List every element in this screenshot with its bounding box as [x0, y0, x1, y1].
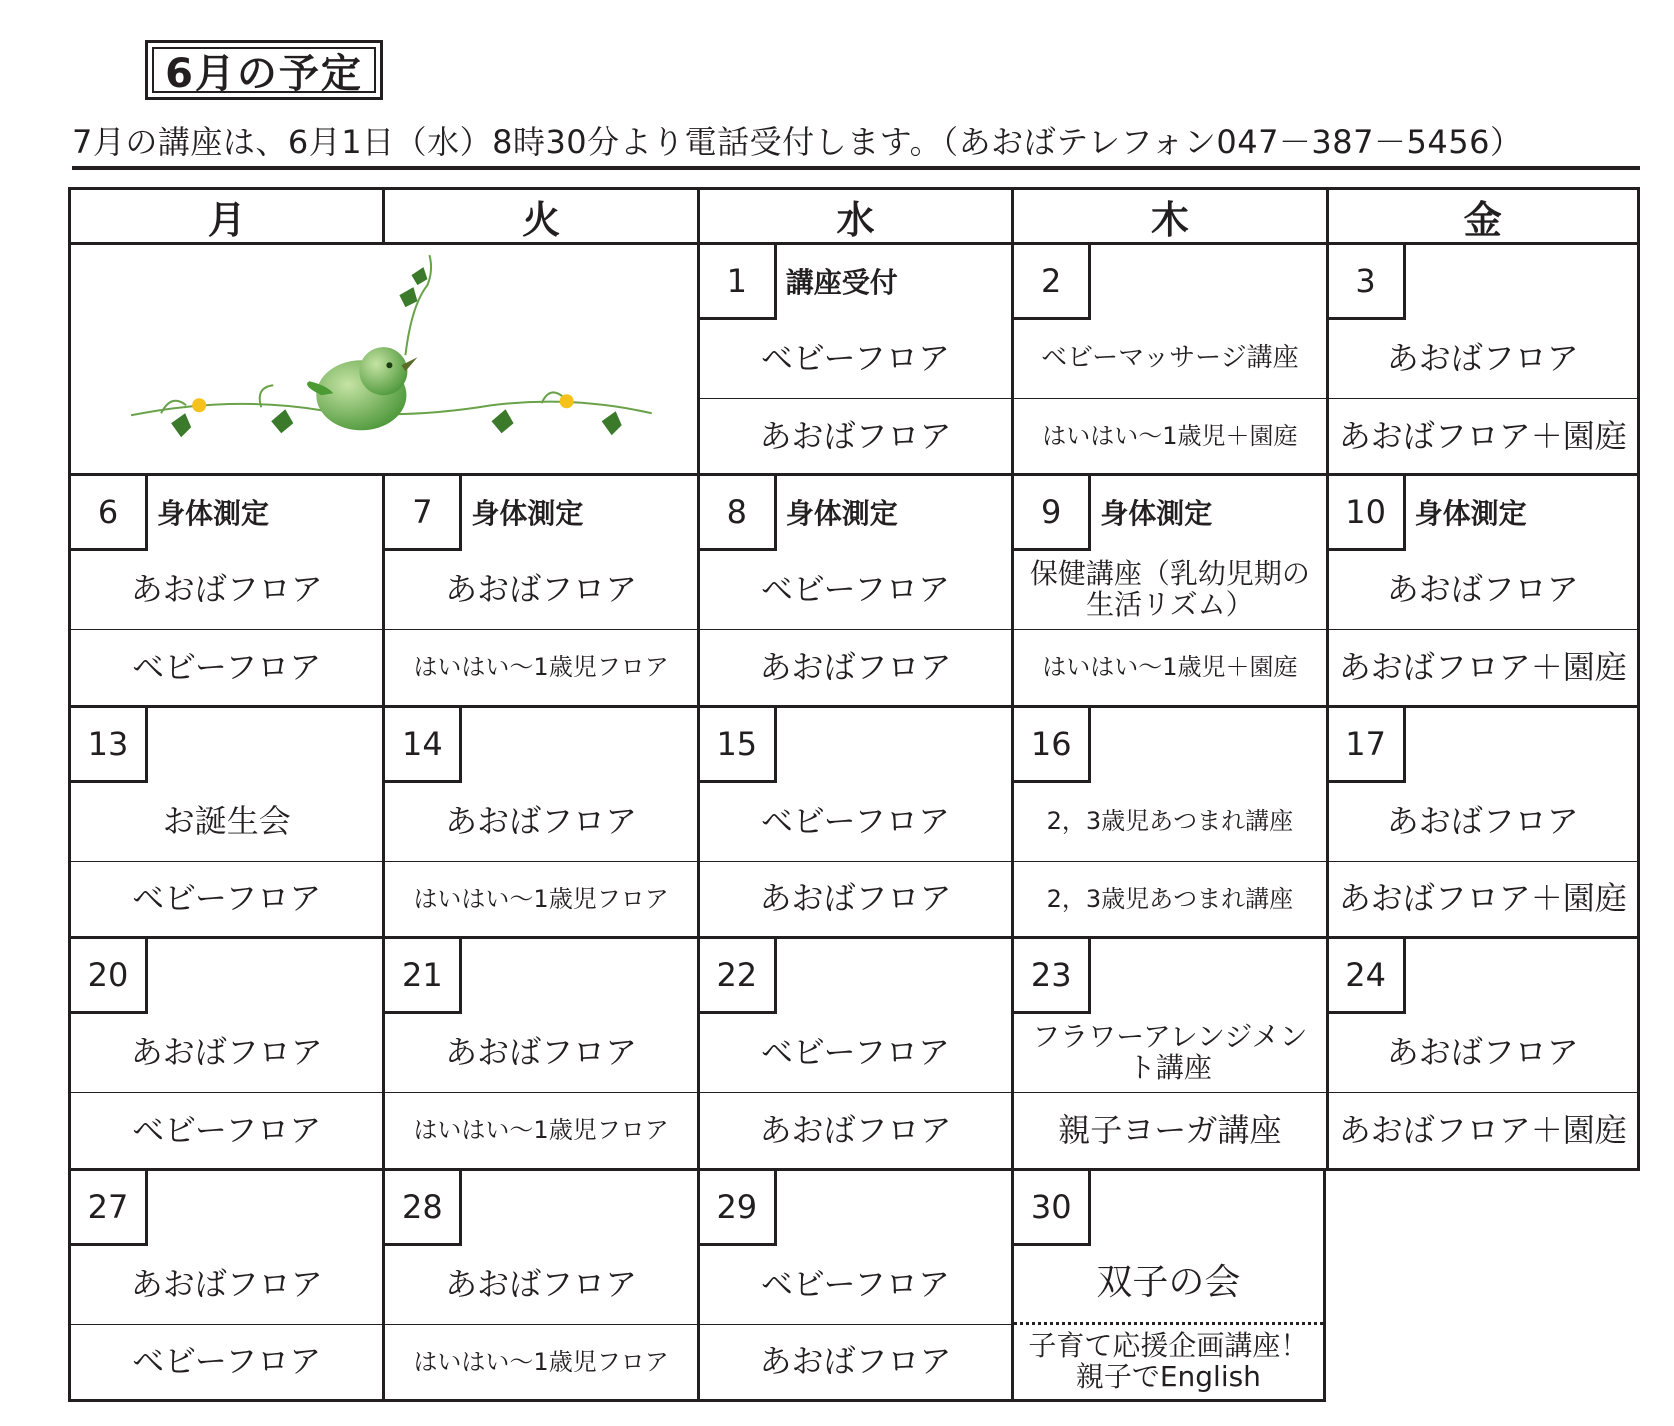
- day-cell: [697, 708, 1011, 939]
- decoration-cell: [68, 245, 697, 476]
- weekday-header: 金: [1326, 187, 1640, 245]
- day-program-1: ベビーフロア: [700, 319, 1011, 399]
- day-program-1: 保健講座（乳幼児期の生活リズム）: [1014, 550, 1325, 630]
- day-number: 7: [385, 476, 462, 551]
- day-program-2: あおばフロア: [759, 1342, 952, 1381]
- day-program-1: あおばフロア: [71, 1013, 382, 1093]
- day-program-2: ベビーフロア: [132, 647, 322, 686]
- day-number: 10: [1329, 476, 1406, 551]
- day-program-2: はいはい～1歳児＋園庭: [1042, 653, 1298, 682]
- day-program-1: あおばフロア: [385, 782, 696, 862]
- registration-notice: 7月の講座は、6月1日（水）8時30分より電話受付します。（あおばテレフォン047－387－5456）: [72, 122, 1640, 170]
- day-program-2: あおばフロア: [759, 416, 952, 455]
- weekday-header: 月: [68, 187, 382, 245]
- day-cell: [1011, 476, 1325, 707]
- day-number: 21: [385, 939, 462, 1014]
- day-number: 3: [1329, 245, 1406, 320]
- day-program-2: ベビーフロア: [132, 1110, 322, 1149]
- day-number: 8: [700, 476, 777, 551]
- day-program-2: 親子ヨーガ講座: [1058, 1110, 1282, 1149]
- day-program-1: ベビーフロア: [700, 1013, 1011, 1093]
- day-program-1: あおばフロア: [1329, 319, 1637, 399]
- day-program-2: ベビーフロア: [132, 879, 322, 918]
- day-number: 29: [700, 1171, 777, 1246]
- day-number: 15: [700, 708, 777, 783]
- day-number: 13: [71, 708, 148, 783]
- day-number: 6: [71, 476, 148, 551]
- day-cell: [1326, 245, 1640, 476]
- day-number: 20: [71, 939, 148, 1014]
- day-event-title: 身体測定: [157, 497, 270, 531]
- day-number: 17: [1329, 708, 1406, 783]
- day-number: 14: [385, 708, 462, 783]
- day-cell: [1326, 939, 1640, 1170]
- weekday-header: 水: [697, 187, 1011, 245]
- day-cell: [68, 476, 382, 707]
- day-program-1: ベビーフロア: [700, 1245, 1011, 1325]
- day-program-1: あおばフロア: [385, 1245, 696, 1325]
- day-program-2: あおばフロア: [759, 879, 952, 918]
- day-program-1: フラワーアレンジメント講座: [1014, 1013, 1325, 1093]
- day-program-1: 双子の会: [1014, 1245, 1322, 1325]
- day-program-2: はいはい～1歳児＋園庭: [1042, 422, 1298, 450]
- day-number: 2: [1014, 245, 1091, 320]
- day-number: 1: [700, 245, 777, 320]
- day-program-1: あおばフロア: [385, 550, 696, 630]
- day-program-1: ベビーフロア: [700, 550, 1011, 630]
- day-cell: [382, 1171, 696, 1402]
- day-program-2: あおばフロア＋園庭: [1338, 416, 1627, 455]
- bird-on-vine-icon: [71, 245, 700, 473]
- day-program-1: 2，3歳児あつまれ講座: [1014, 782, 1325, 862]
- day-program-1: ベビーマッサージ講座: [1014, 319, 1325, 399]
- day-event-title: 身体測定: [1414, 497, 1527, 531]
- day-program-1: あおばフロア: [1329, 1013, 1637, 1093]
- day-number: 24: [1329, 939, 1406, 1014]
- day-event-title: 身体測定: [471, 497, 584, 531]
- day-number: 28: [385, 1171, 462, 1246]
- day-program-2: はいはい～1歳児フロア: [413, 1347, 669, 1376]
- weekday-header: 火: [382, 187, 696, 245]
- day-cell: [382, 939, 696, 1170]
- day-number: 30: [1014, 1171, 1091, 1246]
- day-program-2: あおばフロア: [759, 1110, 952, 1149]
- day-program-1: あおばフロア: [1329, 550, 1637, 630]
- day-cell: [697, 939, 1011, 1170]
- page-title: 6月の予定: [165, 50, 363, 97]
- day-event-title: 講座受付: [785, 266, 898, 299]
- day-number: 23: [1014, 939, 1091, 1014]
- day-cell: [1326, 708, 1640, 939]
- day-event-title: 身体測定: [785, 497, 898, 531]
- day-program-1: お誕生会: [71, 782, 382, 862]
- day-cell: [68, 708, 382, 939]
- day-program-2: あおばフロア＋園庭: [1338, 879, 1627, 918]
- day-program-2: あおばフロア＋園庭: [1338, 1110, 1627, 1149]
- day-cell: [68, 939, 382, 1170]
- day-cell: [382, 708, 696, 939]
- day-program-1: ベビーフロア: [700, 782, 1011, 862]
- day-program-2: はいはい～1歳児フロア: [413, 884, 669, 913]
- day-program-1: あおばフロア: [1329, 782, 1637, 862]
- day-program-1: あおばフロア: [71, 550, 382, 630]
- day-cell: [1011, 1171, 1325, 1402]
- day-cell: [1011, 708, 1325, 939]
- day-cell: [1011, 245, 1325, 476]
- day-cell: [1326, 476, 1640, 707]
- day-number: 22: [700, 939, 777, 1014]
- day-number: 9: [1014, 476, 1091, 551]
- day-program-2: あおばフロア: [759, 647, 952, 686]
- day-program-2: ベビーフロア: [132, 1342, 322, 1381]
- day-program-1: あおばフロア: [385, 1013, 696, 1093]
- day-cell: [697, 476, 1011, 707]
- day-cell: [697, 245, 1011, 476]
- day-cell: [1011, 939, 1325, 1170]
- day-program-1: あおばフロア: [71, 1245, 382, 1325]
- day-cell: [697, 1171, 1011, 1402]
- day-event-title: 身体測定: [1100, 497, 1213, 531]
- day-cell: [382, 476, 696, 707]
- calendar-table: [68, 187, 1640, 1402]
- day-number: 27: [71, 1171, 148, 1246]
- day-program-2: あおばフロア＋園庭: [1338, 647, 1627, 686]
- day-cell: [68, 1171, 382, 1402]
- page-title-box: [145, 40, 383, 100]
- day-program-2: 子育て応援企画講座！親子でEnglish: [1028, 1328, 1309, 1393]
- day-program-2: 2，3歳児あつまれ講座: [1046, 884, 1294, 913]
- day-number: 16: [1014, 708, 1091, 783]
- weekday-header: 木: [1011, 187, 1325, 245]
- day-program-2: はいはい～1歳児フロア: [413, 653, 669, 682]
- day-program-2: はいはい～1歳児フロア: [413, 1116, 669, 1145]
